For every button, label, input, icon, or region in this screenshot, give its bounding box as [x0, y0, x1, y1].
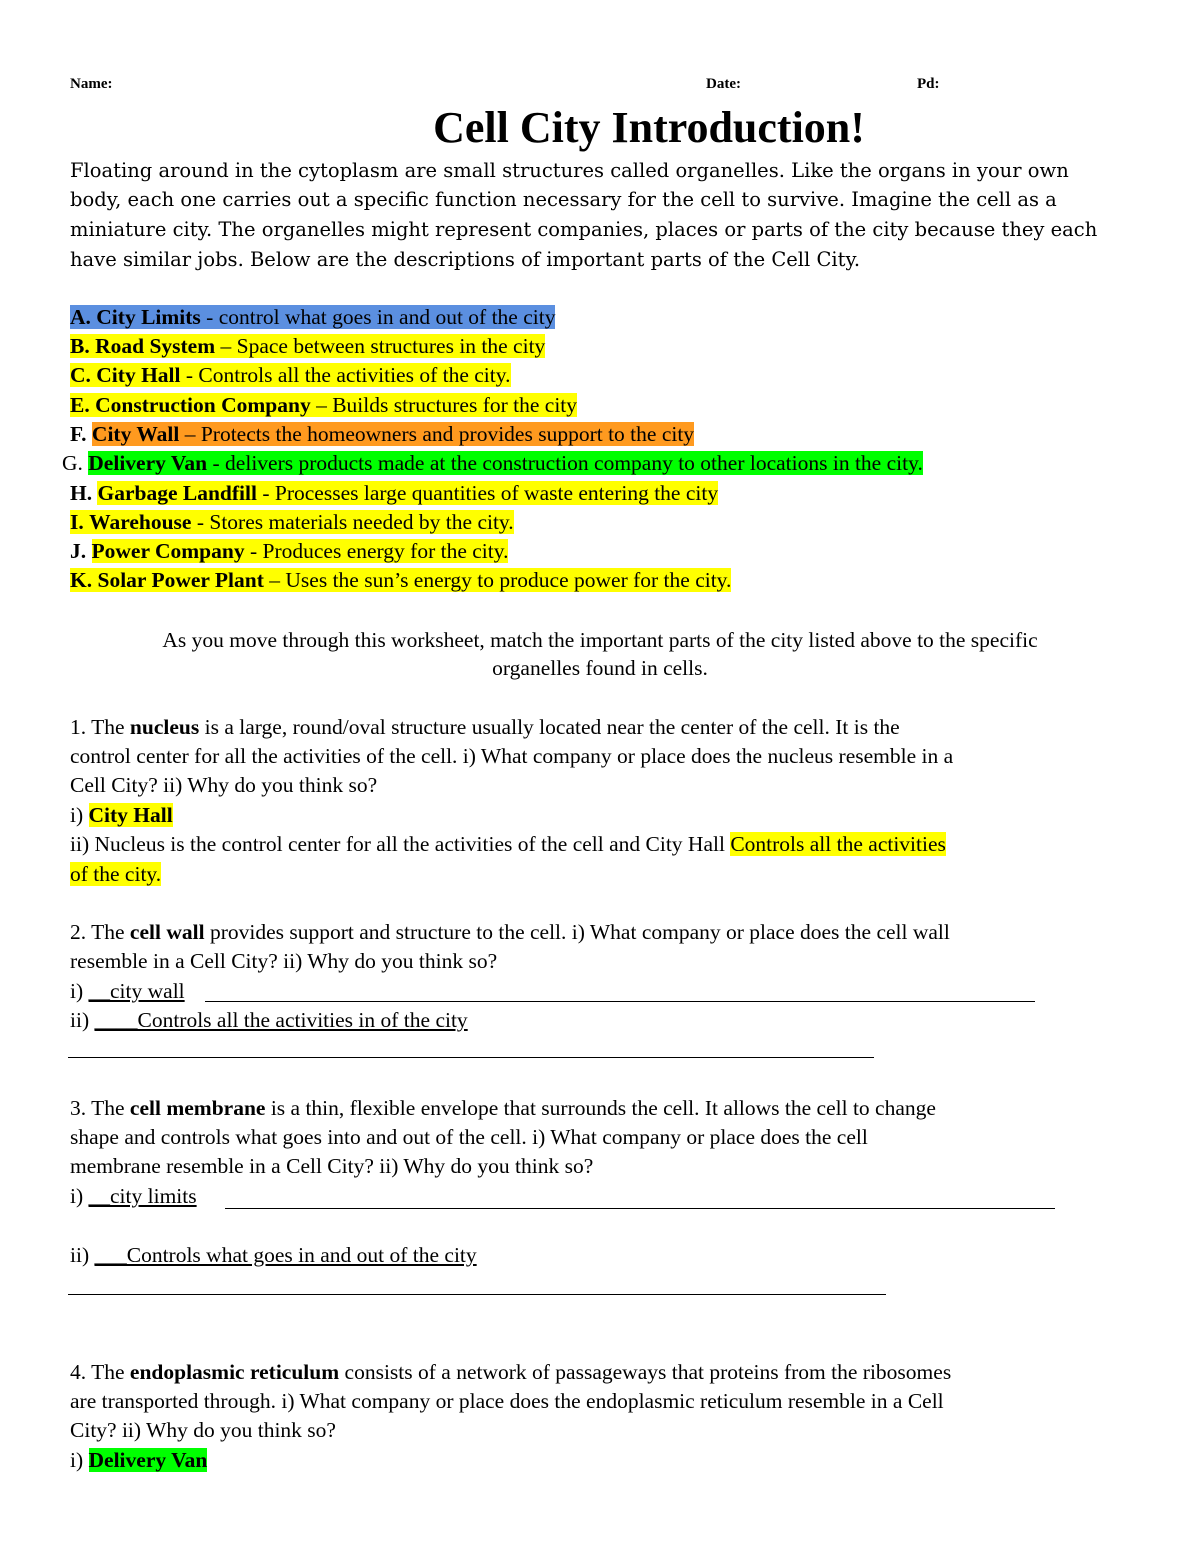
- question-2-text: 2. The cell wall provides support and structure to the cell. i) What company or place does the cell wall: [70, 920, 950, 944]
- part-item-i: I. Warehouse - Stores materials needed by the city.: [70, 510, 514, 534]
- instructions-line: organelles found in cells.: [492, 656, 708, 680]
- pd-label: Pd:: [917, 76, 940, 92]
- question-1-text: Cell City? ii) Why do you think so?: [70, 773, 378, 797]
- question-3-text: shape and controls what goes into and out of the cell. i) What company or place does the cell: [70, 1125, 868, 1149]
- part-item-f: F. City Wall – Protects the homeowners and provides support to the city: [70, 422, 695, 446]
- part-item-k: K. Solar Power Plant – Uses the sun’s energy to produce power for the city.: [70, 568, 732, 592]
- question-1-text: 1. The nucleus is a large, round/oval structure usually located near the center of the cell. It is the: [70, 715, 900, 739]
- part-item-e: E. Construction Company – Builds structures for the city: [70, 393, 578, 417]
- intro-line: have similar jobs. Below are the descriptions of important parts of the Cell City.: [70, 248, 861, 271]
- part-item-c: C. City Hall - Controls all the activities of the city.: [70, 363, 511, 387]
- question-3-answer-ii[interactable]: ii) ___Controls what goes in and out of the city: [70, 1243, 477, 1267]
- part-item-h: H. Garbage Landfill - Processes large quantities of waste entering the city: [70, 481, 719, 505]
- question-4-text: are transported through. i) What company or place does the endoplasmic reticulum resemble in a Cell: [70, 1389, 944, 1413]
- part-item-j: J. Power Company - Produces energy for the city.: [70, 539, 509, 563]
- instructions-line: As you move through this worksheet, match the important parts of the city listed above to the specific: [162, 628, 1038, 652]
- answer-line: [225, 1208, 1055, 1209]
- question-1-text: control center for all the activities of the cell. i) What company or place does the nucleus resemble in a: [70, 744, 954, 768]
- question-2-text: resemble in a Cell City? ii) Why do you think so?: [70, 949, 498, 973]
- question-4-answer-i: i) Delivery Van: [70, 1448, 208, 1472]
- part-item-a: A. City Limits - control what goes in and out of the city: [70, 305, 556, 329]
- part-item-g: G. Delivery Van - delivers products made at the construction company to other locations in the city.: [62, 451, 923, 475]
- question-1-answer-ii: ii) Nucleus is the control center for all the activities of the cell and City Hall Controls all the activities: [70, 832, 946, 856]
- question-3-text: 3. The cell membrane is a thin, flexible envelope that surrounds the cell. It allows the cell to change: [70, 1096, 936, 1120]
- page-title: Cell City Introduction!: [433, 103, 865, 152]
- question-4-text: City? ii) Why do you think so?: [70, 1418, 336, 1442]
- answer-line: [205, 1001, 1035, 1002]
- question-1-answer-ii-cont: of the city.: [70, 862, 162, 886]
- answer-line: [68, 1294, 886, 1295]
- part-item-b: B. Road System – Space between structures in the city: [70, 334, 546, 358]
- name-label: Name:: [70, 76, 113, 92]
- question-3-text: membrane resemble in a Cell City? ii) Why do you think so?: [70, 1154, 594, 1178]
- date-label: Date:: [706, 76, 741, 92]
- question-1-answer-i: i) City Hall: [70, 803, 173, 827]
- question-4-text: 4. The endoplasmic reticulum consists of a network of passageways that proteins from the ribosomes: [70, 1360, 952, 1384]
- question-3-answer-i[interactable]: i) __city limits: [70, 1184, 197, 1208]
- intro-line: Floating around in the cytoplasm are small structures called organelles. Like the organs in your own: [70, 159, 1069, 182]
- question-2-answer-i[interactable]: i) __city wall: [70, 979, 185, 1003]
- intro-line: miniature city. The organelles might represent companies, places or parts of the city because they each: [70, 218, 1098, 241]
- answer-line: [68, 1057, 874, 1058]
- question-2-answer-ii[interactable]: ii) ____Controls all the activities in of the city: [70, 1008, 468, 1032]
- intro-line: body, each one carries out a specific function necessary for the cell to survive. Imagine the cell as a: [70, 188, 1057, 211]
